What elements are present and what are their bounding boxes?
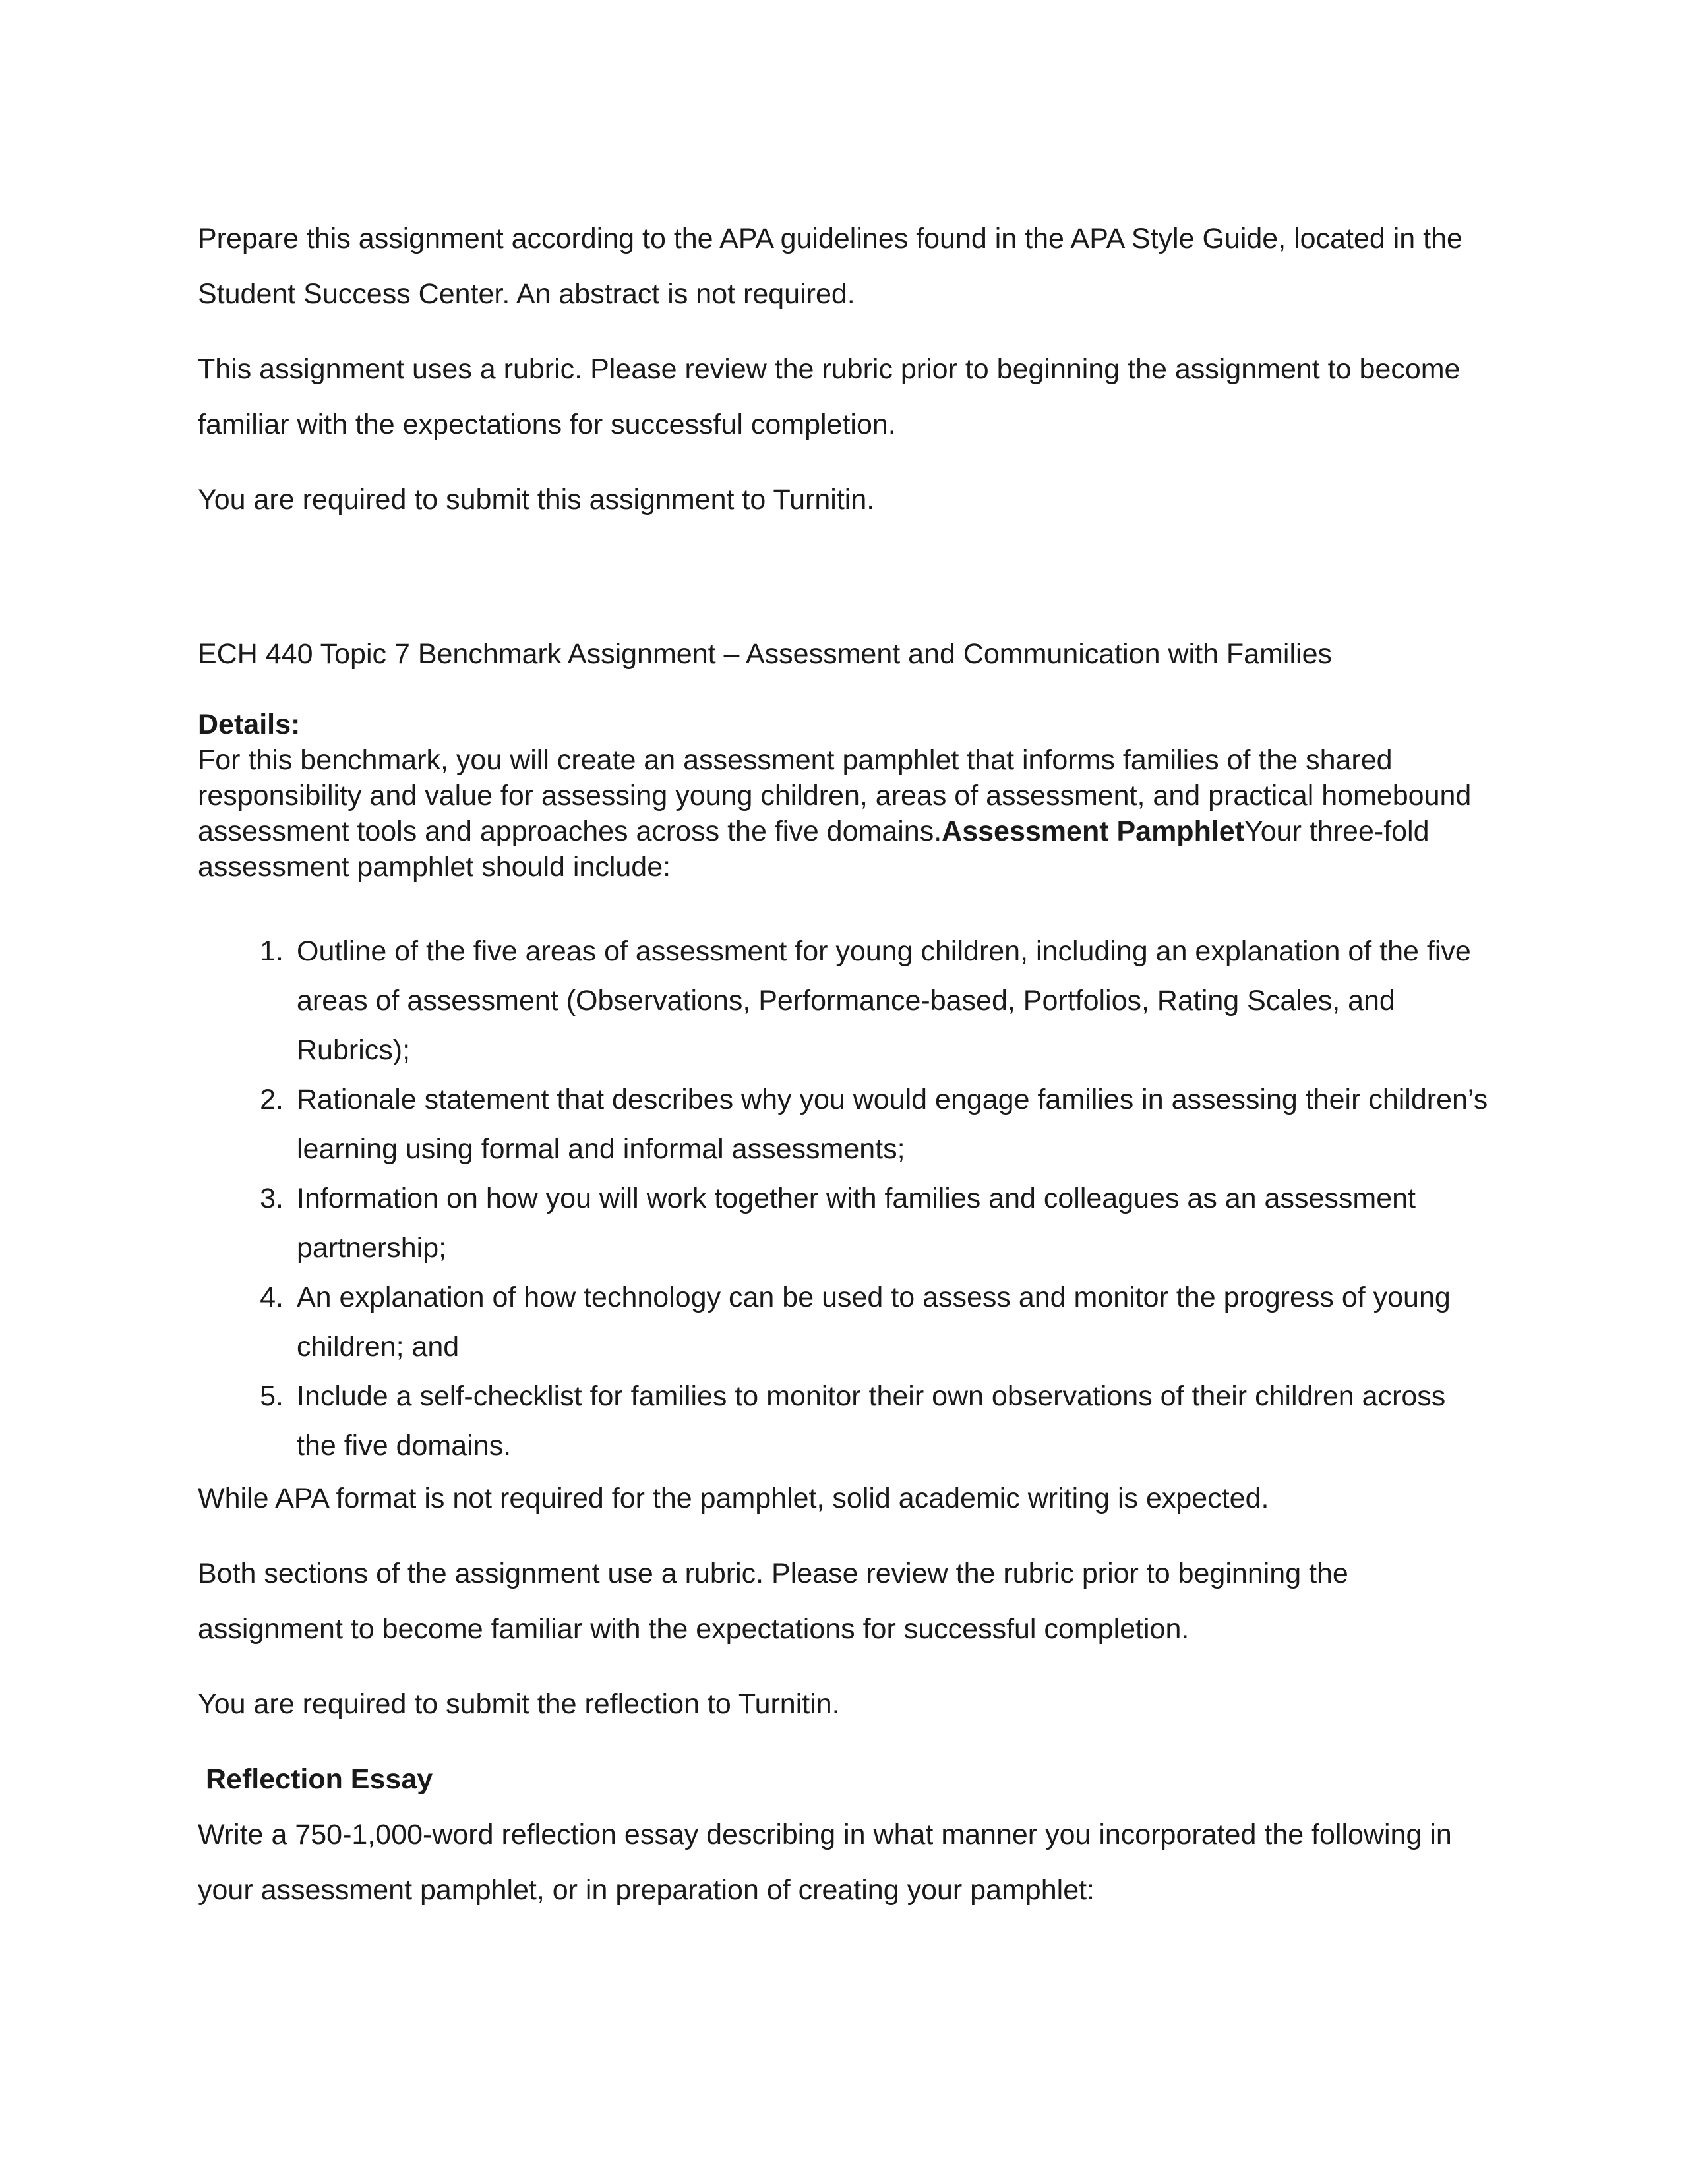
details-label: Details: [198, 709, 301, 740]
assignment-title: ECH 440 Topic 7 Benchmark Assignment – Assessment and Communication with Families [198, 638, 1332, 670]
intro-paragraph-turnitin: You are required to submit this assignment to Turnitin. [198, 484, 875, 516]
list-item [198, 1372, 1490, 1471]
document-body [198, 211, 1490, 1918]
list-item-number: 1. [260, 935, 284, 967]
apa-note: While APA format is not required for the pamphlet, solid academic writing is expected. [198, 1483, 1269, 1514]
reflection-essay-title: Reflection Essay [206, 1763, 433, 1795]
list-item-text: Rationale statement that describes why you would engage families in assessing their children’s learning using formal and informal assessments; [297, 1084, 1488, 1165]
requirements-list [198, 927, 1490, 1471]
list-item-text: Outline of the five areas of assessment for young children, including an explanation of the five areas of assessment (Observations, Performance-based, Portfolios, Rating Scales, and Rubrics); [297, 935, 1471, 1066]
rubric-note: Both sections of the assignment use a rubric. Please review the rubric prior to beginning the assignment to become familiar with the expectations for successful completion. [198, 1558, 1348, 1645]
list-item [198, 1075, 1490, 1174]
list-item-number: 3. [260, 1183, 284, 1214]
list-item-number: 4. [260, 1282, 284, 1313]
list-item-text: Include a self-checklist for families to monitor their own observations of their children across the five domains. [297, 1380, 1446, 1461]
list-item-number: 5. [260, 1380, 284, 1412]
pamphlet-text: Your three-fold assessment pamphlet should include: [198, 815, 1430, 883]
list-item [198, 927, 1490, 1075]
turnitin-note: You are required to submit the reflection to Turnitin. [198, 1688, 840, 1720]
list-item [198, 1273, 1490, 1372]
intro-paragraph-rubric: This assignment uses a rubric. Please review the rubric prior to beginning the assignment to become familiar with the expectations for successful completion. [198, 353, 1461, 440]
list-item-number: 2. [260, 1084, 284, 1115]
reflection-essay-text: Write a 750-1,000-word reflection essay describing in what manner you incorporated the following in your assessment pamphlet, or in preparation of creating your pamphlet: [198, 1819, 1452, 1906]
intro-paragraph-apa: Prepare this assignment according to the APA guidelines found in the APA Style Guide, located in the Student Success Center. An abstract is not required. [198, 223, 1462, 310]
details-section [198, 707, 1490, 885]
list-item-text: An explanation of how technology can be used to assess and monitor the progress of young children; and [297, 1282, 1451, 1363]
list-item [198, 1174, 1490, 1273]
list-item-text: Information on how you will work together with families and colleagues as an assessment partnership; [297, 1183, 1416, 1264]
details-text: For this benchmark, you will create an assessment pamphlet that informs families of the shared responsibility and value for assessing young children, areas of assessment, and practical homebound assessment tools and approaches across the five domains. [198, 744, 1472, 847]
pamphlet-label: Assessment Pamphlet [942, 815, 1245, 847]
